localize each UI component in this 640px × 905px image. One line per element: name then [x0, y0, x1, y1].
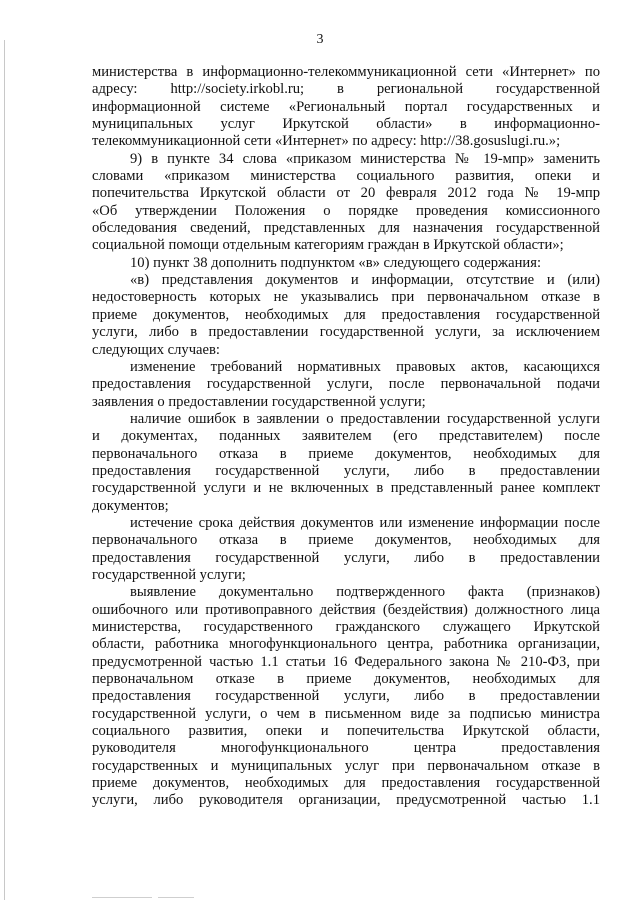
text-line: предоставления государственной услуги, либо в предоставлении [92, 462, 600, 479]
text-line: словами «приказом министерства социального развития, опеки и [92, 168, 600, 185]
scan-edge-mark [4, 40, 5, 900]
text-line: услуги, либо руководителя организации, предусмотренной частью 1.1 [92, 792, 600, 809]
text-line: ошибочного или противоправного действия (бездействия) должностного лица [92, 601, 600, 618]
text-line: государственной услуги; [92, 566, 246, 583]
text-line: первоначального отказа в приеме документов, необходимых для [92, 445, 600, 462]
text-line: социальной помощи отдельным категориям граждан в Иркутской области»; [92, 237, 564, 254]
text-line: следующих случаев: [92, 341, 220, 358]
page-number: 3 [316, 32, 324, 47]
text-line: предоставления государственной услуги, либо в предоставлении [92, 549, 600, 566]
text-line: выявление документально подтвержденного факта (признаков) [130, 584, 600, 601]
text-line: министерства в информационно-телекоммуникационной сети «Интернет» по [92, 64, 600, 80]
text-line: первоначального отказа в приеме документов, необходимых для [92, 532, 600, 549]
text-line: муниципальных услуг Иркутской области» в информационно- [92, 116, 600, 133]
text-line: «Об утверждении Положения о порядке проведения комиссионного [92, 202, 600, 219]
text-line: руководителя многофункционального центра предоставления [92, 740, 600, 757]
footer-rule [158, 897, 194, 898]
text-line: предусмотренной частью 1.1 статьи 16 Федерального закона № 210-ФЗ, при [92, 653, 600, 670]
text-line: 9) в пункте 34 слова «приказом министерства № 19-мпр» заменить [130, 150, 600, 167]
text-line: предоставления государственной услуги, после первоначальной подачи [92, 376, 600, 393]
text-line: телекоммуникационной сети «Интернет» по адресу: http://38.gosuslugi.ru.»; [92, 133, 561, 150]
text-line: документов; [92, 497, 169, 514]
text-line: приеме документов, необходимых для предоставления государственной [92, 775, 600, 792]
document-body [92, 64, 600, 810]
text-line: попечительства Иркутской области от 20 февраля 2012 года № 19-мпр [92, 185, 600, 202]
text-line: государственной услуги, о чем в письменном виде за подписью министра [92, 705, 600, 722]
text-line: «в) представления документов и информации, отсутствие и (или) [130, 272, 600, 289]
text-line: заявления о предоставлении государственной услуги; [92, 393, 426, 410]
text-line: истечение срока действия документов или изменение информации после [130, 514, 600, 531]
text-line: первоначальном отказе в приеме документов, необходимых для [92, 671, 600, 688]
text-line: государственных и муниципальных услуг при первоначальном отказе в [92, 757, 600, 774]
text-line: недостоверность которых не указывались при первоначальном отказе в [92, 289, 600, 306]
text-line: государственной услуги и не включенных в представленный ранее комплект [92, 480, 600, 497]
text-line: приеме документов, необходимых для предоставления государственной [92, 306, 600, 323]
text-line: социального развития, опеки и попечительства Иркутской области, [92, 723, 600, 740]
text-line: изменение требований нормативных правовых актов, касающихся [130, 358, 600, 375]
text-line: и документах, поданных заявителем (его представителем) после [92, 428, 600, 445]
text-line: области, работника многофункционального центра, работника организации, [92, 636, 600, 653]
text-line: 10) пункт 38 дополнить подпунктом «в» следующего содержания: [130, 254, 542, 271]
text-line: адресу: http://society.irkobl.ru; в региональной государственной [92, 81, 600, 98]
text-line: обследования сведений, представленных для назначения государственной [92, 220, 600, 237]
text-line: наличие ошибок в заявлении о предоставлении государственной услуги [130, 410, 600, 427]
footer-rule [92, 897, 152, 898]
text-line: предоставления государственной услуги, либо в предоставлении [92, 688, 600, 705]
text-line: услуги, либо в предоставлении государственной услуги, за исключением [92, 324, 600, 341]
text-line: министерства, государственного гражданского служащего Иркутской [92, 619, 600, 635]
text-line: информационной системе «Региональный портал государственных и [92, 98, 600, 115]
